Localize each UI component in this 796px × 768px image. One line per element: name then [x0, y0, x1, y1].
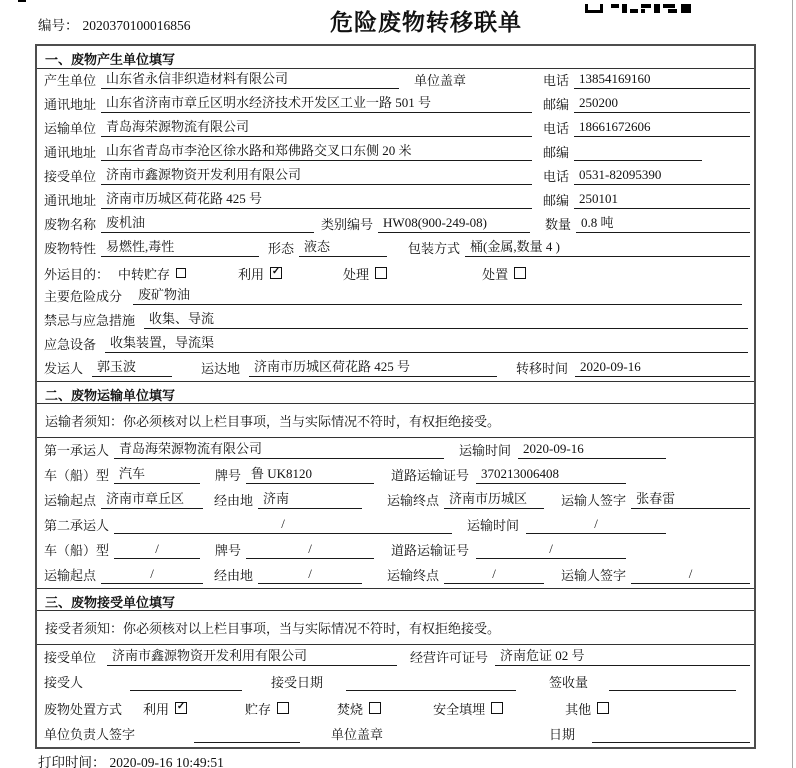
field-value: /: [246, 541, 374, 559]
checkbox-icon: [375, 267, 387, 279]
field-value: 0.8 吨: [576, 212, 750, 233]
form-title: 危险废物转移联单: [330, 10, 522, 35]
field-label: 运输人签字: [561, 493, 627, 508]
option-label: 处置: [482, 266, 509, 282]
option-label: 处理: [343, 266, 370, 282]
field-value: [130, 689, 242, 691]
top-left-mark: [18, 0, 26, 2]
field-label: 类别编号: [321, 217, 374, 232]
field-value: [346, 689, 516, 691]
field-label: 电话: [542, 121, 569, 136]
field-value: 济南市历城区荷花路 425 号: [249, 356, 497, 377]
field-label: 废物名称: [44, 217, 97, 232]
row-producer-address: [37, 93, 754, 117]
field-value: 山东省青岛市李沧区徐水路和郑佛路交叉口东侧 20 米: [101, 140, 532, 161]
field-value: /: [258, 566, 362, 584]
option-label: 焚烧: [337, 701, 364, 717]
row-second-carrier: [37, 513, 754, 538]
field-label: 通讯地址: [44, 193, 97, 208]
field-value: 370213006408: [476, 466, 626, 484]
field-label: 邮编: [542, 145, 569, 160]
serial-label: 编号：: [38, 18, 79, 33]
field-value: [592, 741, 750, 743]
field-label: 运达地: [201, 361, 241, 376]
field-value: 0531-82095390: [574, 167, 750, 185]
field-value: [194, 741, 300, 743]
field-value: 山东省永信非织造材料有限公司: [101, 68, 399, 89]
field-value: HW08(900-249-08): [378, 215, 530, 233]
section-1-title: 一、废物产生单位填写: [37, 46, 754, 69]
field-label: 邮编: [542, 193, 569, 208]
row-receiver-unit: [37, 165, 754, 189]
field-label: 运输人签字: [561, 568, 627, 583]
field-label: 接受日期: [271, 675, 324, 690]
field-label: 电话: [542, 73, 569, 88]
field-value: [574, 159, 702, 161]
field-label: 车（船）型: [44, 543, 110, 558]
checkbox-icon: [514, 267, 526, 279]
row-receiver-person: [37, 670, 754, 695]
page-edge-line: [792, 0, 793, 768]
section-2-title: 二、废物运输单位填写: [37, 381, 754, 404]
field-value: /: [526, 516, 666, 534]
field-value: 鲁 UK8120: [246, 463, 374, 484]
field-value: 汽车: [114, 463, 200, 484]
field-label: 应急设备: [44, 337, 97, 352]
field-value: 山东省济南市章丘区明水经济技术开发区工业一路 501 号: [101, 92, 532, 113]
row-producer-unit: [37, 69, 754, 93]
field-label: 运输起点: [44, 568, 97, 583]
disposal-option: [433, 699, 503, 718]
option-label: 中转贮存: [118, 266, 171, 282]
row-outbound-purpose: [37, 261, 754, 285]
print-time: [38, 751, 224, 768]
disposal-option: [337, 699, 381, 718]
field-label: 运输时间: [467, 518, 520, 533]
field-value: /: [114, 516, 452, 534]
field-label: 签收量: [549, 675, 589, 690]
section-3-title: 三、废物接受单位填写: [37, 588, 754, 611]
field-label: 第一承运人: [44, 443, 110, 458]
option-label: 其他: [565, 701, 592, 717]
field-label: 道路运输证号: [391, 468, 470, 483]
field-label: 包装方式: [408, 241, 461, 256]
field-label: 经营许可证号: [410, 650, 489, 665]
field-value: /: [114, 541, 200, 559]
field-value: 青岛海荣源物流有限公司: [101, 116, 532, 137]
row-main-hazard: [37, 285, 754, 309]
row-first-carrier: [37, 438, 754, 463]
row-emergency-measures: [37, 309, 754, 333]
field-label: 产生单位: [44, 73, 97, 88]
field-label: 通讯地址: [44, 145, 97, 160]
field-value: 郭玉波: [92, 356, 172, 377]
checkbox-icon: [597, 702, 609, 714]
field-value: 易燃性,毒性: [101, 236, 259, 257]
option-label: 利用: [143, 701, 170, 717]
field-label: 废物处置方式: [44, 701, 123, 717]
row-waste-character: [37, 237, 754, 261]
field-label: 禁忌与应急措施: [44, 313, 136, 328]
field-label: 数量: [545, 217, 572, 232]
row-receiver-address: [37, 189, 754, 213]
field-value: 济南市章丘区: [101, 488, 203, 509]
print-time-label: 打印时间：: [38, 755, 106, 768]
field-value: /: [631, 566, 750, 584]
row-responsible-signature: [37, 721, 754, 747]
field-label: 运输单位: [44, 121, 97, 136]
row-second-route: [37, 563, 754, 588]
field-label: 邮编: [542, 97, 569, 112]
row-second-vehicle: [37, 538, 754, 563]
field-label: 电话: [542, 169, 569, 184]
field-value: 济南: [258, 488, 362, 509]
checkbox-icon: ✓: [271, 266, 281, 277]
checkbox-icon: [369, 702, 381, 714]
field-value: 收集装置，导流渠: [105, 332, 748, 353]
field-value: 2020-09-16: [575, 359, 750, 377]
option-label: 贮存: [245, 701, 272, 717]
field-label: 单位盖章: [414, 73, 467, 88]
field-label: 运输终点: [387, 568, 440, 583]
field-value: [609, 689, 736, 691]
field-value: /: [101, 566, 203, 584]
field-value: 250200: [574, 95, 750, 113]
field-value: 2020-09-16: [518, 441, 666, 459]
option-label: 利用: [238, 266, 265, 282]
qr-code-fragment: [585, 0, 693, 9]
purpose-option: [343, 264, 387, 283]
transporter-notice: 运输者须知：你必须核对以上栏目事项，当与实际情况不符时，有权拒绝接受。: [37, 404, 754, 438]
option-label: 安全填埋: [433, 701, 486, 717]
field-label: 经由地: [214, 493, 254, 508]
field-value: 废矿物油: [133, 284, 742, 305]
row-transport-address: [37, 141, 754, 165]
field-label: 日期: [549, 727, 576, 742]
field-value: 18661672606: [574, 119, 750, 137]
field-label: 单位盖章: [331, 727, 384, 742]
row-first-vehicle: [37, 463, 754, 488]
field-value: 13854169160: [574, 71, 750, 89]
purpose-option: [482, 264, 526, 283]
row-first-route: [37, 488, 754, 513]
field-value: 废机油: [101, 212, 314, 233]
field-value: 济南市鑫源物资开发利用有限公司: [107, 645, 397, 666]
row-transport-unit: [37, 117, 754, 141]
field-value: 张春雷: [631, 488, 750, 509]
manifest-form: [35, 44, 756, 749]
field-value: 250101: [574, 191, 750, 209]
field-value: 济南市历城区: [444, 488, 544, 509]
field-label: 运输起点: [44, 493, 97, 508]
row-waste-name: [37, 213, 754, 237]
disposal-option: [245, 699, 289, 718]
disposal-option: [565, 699, 609, 718]
field-value: 收集、导流: [144, 308, 748, 329]
field-label: 转移时间: [516, 361, 569, 376]
field-label: 运输终点: [387, 493, 440, 508]
serial-value: 2020370100016856: [82, 18, 191, 33]
checkbox-icon: [491, 702, 503, 714]
field-value: 桶(金属,数量 4 ): [465, 236, 750, 257]
field-label: 形态: [268, 241, 295, 256]
field-label: 发运人: [44, 361, 84, 376]
row-emergency-equipment: [37, 333, 754, 357]
field-value: /: [476, 541, 626, 559]
print-time-value: 2020-09-16 10:49:51: [109, 755, 224, 768]
field-label: 道路运输证号: [391, 543, 470, 558]
field-label: 运输时间: [459, 443, 512, 458]
field-value: /: [444, 566, 544, 584]
purpose-option: [118, 264, 186, 283]
field-label: 车（船）型: [44, 468, 110, 483]
field-label: 单位负责人签字: [44, 727, 136, 742]
checkbox-icon: ✓: [176, 701, 186, 712]
field-label: 第二承运人: [44, 518, 110, 533]
field-value: 济南市历城区荷花路 425 号: [101, 188, 532, 209]
purpose-option: [238, 264, 282, 283]
row-receiving-unit: [37, 645, 754, 670]
field-value: 济南市鑫源物资开发利用有限公司: [101, 164, 532, 185]
field-label: 牌号: [215, 543, 242, 558]
field-label: 牌号: [215, 468, 242, 483]
field-label: 外运目的：: [44, 266, 110, 282]
serial-number: [38, 14, 191, 34]
checkbox-icon: [176, 268, 186, 278]
row-consignor: [37, 357, 754, 381]
field-label: 通讯地址: [44, 97, 97, 112]
field-label: 接受人: [44, 675, 84, 690]
field-label: 经由地: [214, 568, 254, 583]
field-label: 主要危险成分: [44, 289, 123, 304]
field-value: 青岛海荣源物流有限公司: [114, 438, 444, 459]
field-label: 接受单位: [44, 169, 97, 184]
disposal-option: [143, 699, 187, 718]
checkbox-icon: [277, 702, 289, 714]
field-value: 济南危证 02 号: [495, 645, 750, 666]
field-label: 废物特性: [44, 241, 97, 256]
field-label: 接受单位: [44, 650, 97, 665]
field-value: 液态: [299, 236, 387, 257]
receiver-notice: 接受者须知：你必须核对以上栏目事项，当与实际情况不符时，有权拒绝接受。: [37, 611, 754, 645]
row-disposal-method: [37, 695, 754, 721]
